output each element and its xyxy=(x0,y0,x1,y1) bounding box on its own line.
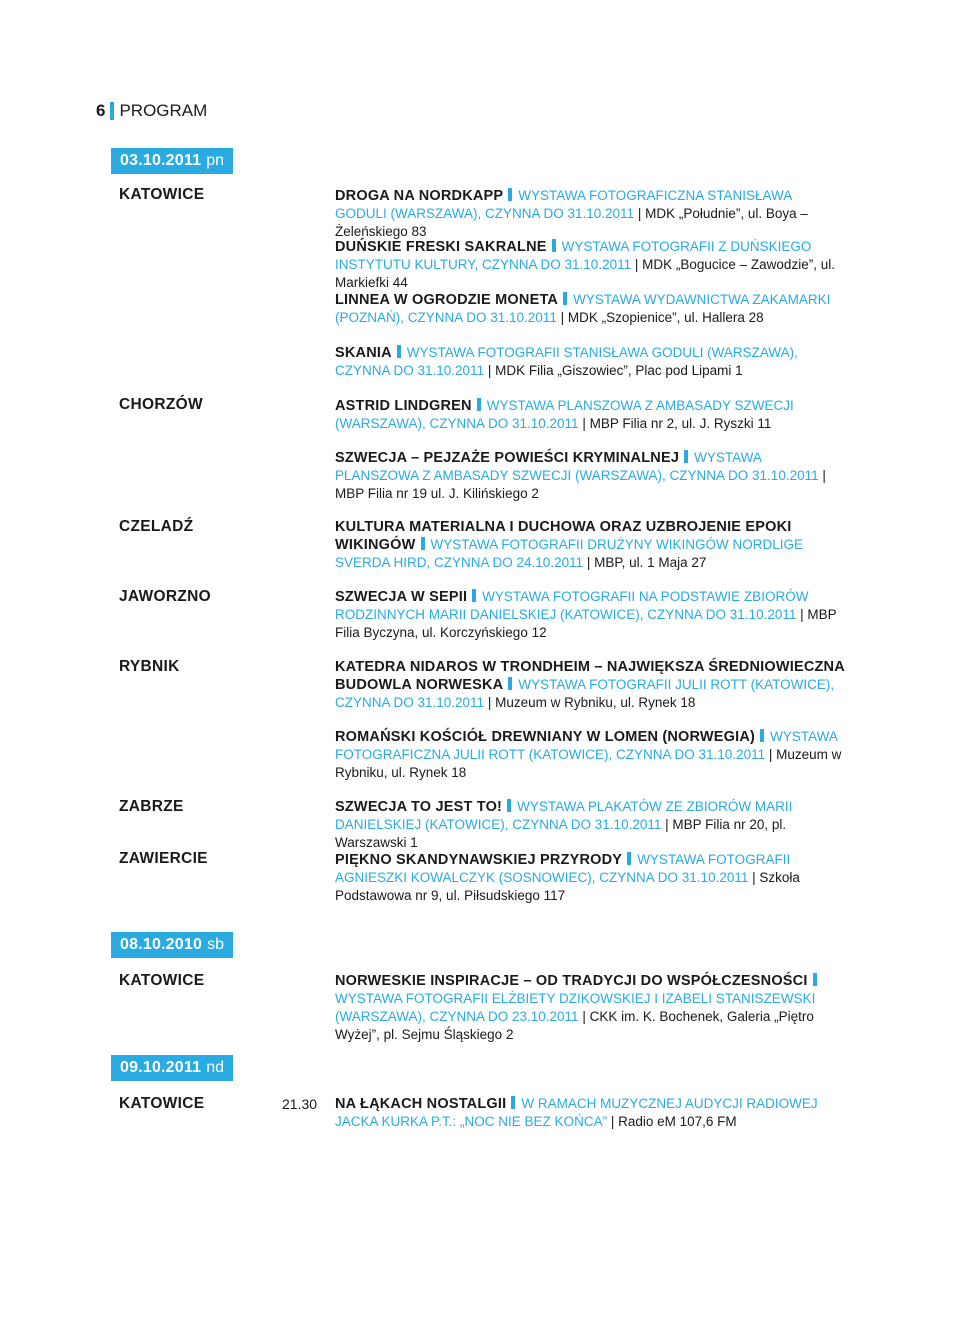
event-title: LINNEA W OGRODZIE MONETA xyxy=(335,292,559,308)
event-description: WYSTAWA FOTOGRAFICZNA JULII ROTT (KATOWICE), CZYNNA DO 31.10.2011 xyxy=(335,729,838,762)
event-title: ASTRID LINDGREN xyxy=(335,398,472,414)
event-venue: | MDK „Szopienice”, ul. Hallera 28 xyxy=(560,310,764,325)
date-value: 09.10.2011 xyxy=(120,1059,202,1076)
event-entry xyxy=(335,518,845,572)
event-entry xyxy=(335,728,845,782)
city-label: RYBNIK xyxy=(119,658,180,675)
title-divider xyxy=(508,188,512,201)
event-entry xyxy=(335,588,845,642)
city-label: CHORZÓW xyxy=(119,396,203,413)
city-label: ZAWIERCIE xyxy=(119,850,208,867)
event-venue: | MBP Filia Byczyna, ul. Korczyńskiego 12 xyxy=(335,607,837,640)
city-label: KATOWICE xyxy=(119,972,205,989)
event-description: WYSTAWA FOTOGRAFII ELŻBIETY DZIKOWSKIEJ I IZABELI STANISZEWSKI (WARSZAWA), CZYNNA DO 23.10.2011 xyxy=(335,991,816,1024)
event-description: WYSTAWA FOTOGRAFII NA PODSTAWIE ZBIORÓW RODZINNYCH MARII DANIELSKIEJ (KATOWICE), CZYNNA DO 31.10.2011 xyxy=(335,589,809,622)
title-divider xyxy=(813,973,817,986)
event-venue: | Muzeum w Rybniku, ul. Rynek 18 xyxy=(487,695,696,710)
event-description: WYSTAWA FOTOGRAFII STANISŁAWA GODULI (WARSZAWA), CZYNNA DO 31.10.2011 xyxy=(335,345,798,378)
event-title: KULTURA MATERIALNA I DUCHOWA ORAZ UZBROJENIE EPOKI WIKINGÓW xyxy=(335,519,792,553)
section-title: PROGRAM xyxy=(119,101,208,120)
event-entry xyxy=(335,449,845,503)
event-description: WYSTAWA FOTOGRAFII Z DUŃSKIEGO INSTYTUTU KULTURY, CZYNNA DO 31.10.2011 xyxy=(335,239,812,272)
event-description: WYSTAWA PLANSZOWA Z AMBASADY SZWECJI (WARSZAWA), CZYNNA DO 31.10.2011 xyxy=(335,450,819,483)
event-title: DUŃSKIE FRESKI SAKRALNE xyxy=(335,239,547,255)
event-venue: | MDK „Bogucice – Zawodzie”, ul. Markiefki 44 xyxy=(335,257,835,290)
event-description: W RAMACH MUZYCZNEJ AUDYCJI RADIOWEJ JACKA KURKA P.T.: „NOC NIE BEZ KOŃCA” xyxy=(335,1096,818,1129)
title-divider xyxy=(760,729,764,742)
header-divider xyxy=(110,102,114,120)
event-venue: | Szkoła Podstawowa nr 9, ul. Piłsudskiego 117 xyxy=(335,870,800,903)
event-venue: | MBP Filia nr 20, pl. Warszawski 1 xyxy=(335,817,787,850)
date-value: 08.10.2010 xyxy=(120,936,203,953)
event-venue: | MDK „Południe”, ul. Boya – Żeleńskiego 83 xyxy=(335,206,808,239)
event-title: PIĘKNO SKANDYNAWSKIEJ PRZYRODY xyxy=(335,852,623,868)
event-entry xyxy=(335,397,845,433)
date-badge xyxy=(111,148,233,174)
event-title: SZWECJA – PEJZAŻE POWIEŚCI KRYMINALNEJ xyxy=(335,450,680,466)
event-title: NA ŁĄKACH NOSTALGII xyxy=(335,1096,507,1112)
title-divider xyxy=(507,799,511,812)
date-badge xyxy=(111,932,233,958)
title-divider xyxy=(627,852,631,865)
title-divider xyxy=(477,398,481,411)
event-description: WYSTAWA FOTOGRAFII DRUŻYNY WIKINGÓW NORDLIGE SVERDA HIRD, CZYNNA DO 24.10.2011 xyxy=(335,537,804,570)
event-venue: | MDK Filia „Giszowiec”, Plac pod Lipami 1 xyxy=(487,363,743,378)
event-description: WYSTAWA PLAKATÓW ZE ZBIORÓW MARII DANIELSKIEJ (KATOWICE), CZYNNA DO 31.10.2011 xyxy=(335,799,793,832)
title-divider xyxy=(472,589,476,602)
event-venue: | MBP, ul. 1 Maja 27 xyxy=(586,555,707,570)
event-title: SZWECJA W SEPII xyxy=(335,589,468,605)
event-entry xyxy=(335,658,845,712)
event-title: DROGA NA NORDKAPP xyxy=(335,188,504,204)
city-label: CZELADŹ xyxy=(119,518,194,535)
city-label: KATOWICE xyxy=(119,186,205,203)
date-value: 03.10.2011 xyxy=(120,152,202,169)
title-divider xyxy=(684,450,688,463)
page-number: 6 xyxy=(96,101,106,120)
event-entry xyxy=(335,851,845,905)
event-description: WYSTAWA PLANSZOWA Z AMBASADY SZWECJI (WARSZAWA), CZYNNA DO 31.10.2011 xyxy=(335,398,794,431)
event-title: KATEDRA NIDAROS W TRONDHEIM – NAJWIĘKSZA ŚREDNIOWIECZNA BUDOWLA NORWESKA xyxy=(335,659,845,693)
event-entry xyxy=(335,291,845,327)
event-description: WYSTAWA FOTOGRAFICZNA STANISŁAWA GODULI (WARSZAWA), CZYNNA DO 31.10.2011 xyxy=(335,188,792,221)
event-time: 21.30 xyxy=(282,1096,318,1112)
event-venue: | MBP Filia nr 2, ul. J. Ryszki 11 xyxy=(582,416,772,431)
event-entry xyxy=(335,1095,845,1131)
event-entry xyxy=(335,798,845,852)
event-title: ROMAŃSKI KOŚCIÓŁ DREWNIANY W LOMEN (NORWEGIA) xyxy=(335,729,756,745)
title-divider xyxy=(397,345,401,358)
event-venue: | MBP Filia nr 19 ul. J. Kilińskiego 2 xyxy=(335,468,826,501)
event-entry xyxy=(335,972,845,1044)
weekday-label: sb xyxy=(207,936,224,953)
title-divider xyxy=(563,292,567,305)
event-description: WYSTAWA FOTOGRAFII AGNIESZKI KOWALCZYK (SOSNOWIEC), CZYNNA DO 31.10.2011 xyxy=(335,852,791,885)
event-description: WYSTAWA FOTOGRAFII JULII ROTT (KATOWICE), CZYNNA DO 31.10.2011 xyxy=(335,677,835,710)
event-title: SZWECJA TO JEST TO! xyxy=(335,799,503,815)
title-divider xyxy=(508,677,512,690)
event-description: WYSTAWA WYDAWNICTWA ZAKAMARKI (POZNAŃ), CZYNNA DO 31.10.2011 xyxy=(335,292,831,325)
event-entry xyxy=(335,187,845,241)
event-venue: | Muzeum w Rybniku, ul. Rynek 18 xyxy=(335,747,842,780)
event-entry xyxy=(335,238,845,292)
city-label: JAWORZNO xyxy=(119,588,211,605)
city-label: ZABRZE xyxy=(119,798,184,815)
title-divider xyxy=(511,1096,515,1109)
event-venue: | CKK im. K. Bochenek, Galeria „Piętro Wyżej”, pl. Sejmu Śląskiego 2 xyxy=(335,1009,814,1042)
event-title: NORWESKIE INSPIRACJE – OD TRADYCJI DO WSPÓŁCZESNOŚCI xyxy=(335,973,808,989)
event-venue: | Radio eM 107,6 FM xyxy=(610,1114,737,1129)
title-divider xyxy=(552,239,556,252)
event-entry xyxy=(335,344,845,380)
weekday-label: nd xyxy=(206,1059,224,1076)
date-badge xyxy=(111,1055,233,1081)
event-title: SKANIA xyxy=(335,345,392,361)
city-label: KATOWICE xyxy=(119,1095,205,1112)
weekday-label: pn xyxy=(206,152,224,169)
title-divider xyxy=(421,537,425,550)
page-header xyxy=(96,101,207,121)
